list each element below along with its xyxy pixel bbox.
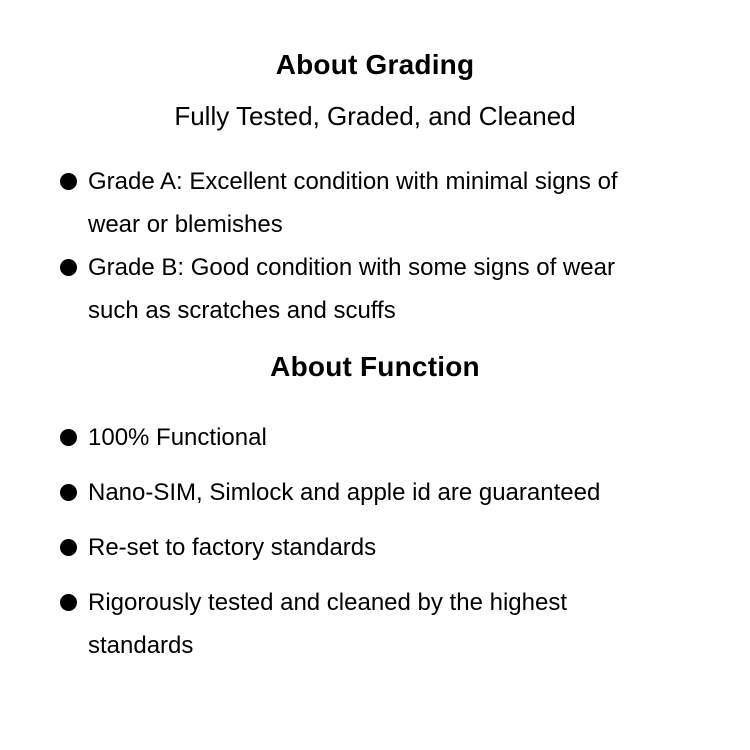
list-item-tested-cleaned [60,581,710,667]
list-item-text [88,416,710,459]
list-item-text [88,160,710,246]
list-item-grade-a [60,160,710,246]
grading-subtitle: Fully Tested, Graded, and Cleaned [174,101,576,131]
grading-title: About Grading [275,49,475,80]
list-item-sim-guarantee [60,471,710,514]
list-item-line: 100% Functional [88,424,267,451]
bullet-icon [60,539,77,556]
list-item-text [88,526,710,569]
list-item-line: standards [88,632,194,659]
list-item-text [88,246,710,332]
bullet-icon [60,594,77,611]
list-item-functional [60,416,710,459]
list-item-line: such as scratches and scuffs [88,297,396,324]
list-item-grade-b [60,246,710,332]
list-item-text [88,581,710,667]
function-list [0,416,750,667]
list-item-factory-reset [60,526,710,569]
list-item-line: wear or blemishes [88,211,283,238]
bullet-icon [60,484,77,501]
function-title: About Function [270,351,480,382]
bullet-icon [60,429,77,446]
list-item-line: Grade A: Excellent condition with minimal signs of [88,168,618,195]
list-item-line: Nano-SIM, Simlock and apple id are guaranteed [88,479,601,506]
bullet-icon [60,173,77,190]
list-item-line: Grade B: Good condition with some signs of wear [88,254,615,281]
list-item-line: Re-set to factory standards [88,534,377,561]
grading-list [0,160,750,332]
list-item-text [88,471,710,514]
bullet-icon [60,259,77,276]
list-item-line: Rigorously tested and cleaned by the highest [88,589,567,616]
